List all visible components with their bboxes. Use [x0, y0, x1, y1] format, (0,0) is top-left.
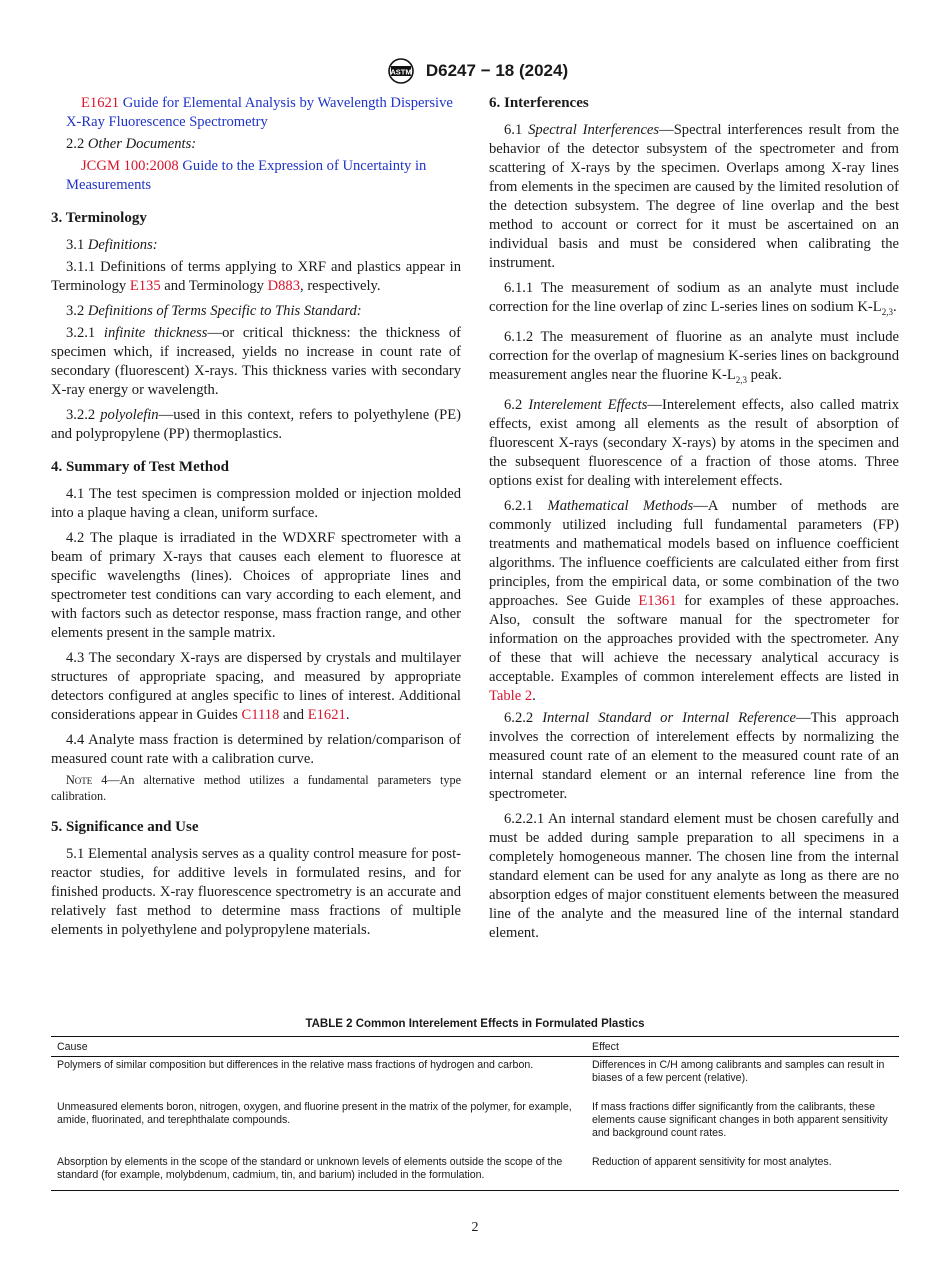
- para-6-2: 6.2 Interelement Effects—Interelement effects, also called matrix effects, exist among all elements as the result of absorption of fluorescent X-rays (secondary X-rays) by atoms in the specimen and the subsequent fluorescence of a fraction of those atoms. Three options exist for dealing with interelement effects.: [489, 396, 899, 489]
- para-3-2-2: 3.2.2 polyolefin—used in this context, refers to polyethylene (PE) and polypropylene (PP) thermoplastics.: [51, 407, 461, 442]
- right-column: [489, 94, 899, 946]
- section-3-heading: 3. Terminology: [51, 210, 147, 226]
- link-e1621-title[interactable]: Guide for Elemental Analysis by Wavelength Dispersive X-Ray Fluorescence Spectrometry: [66, 95, 453, 130]
- para-6-1-2: 6.1.2 The measurement of fluorine as an analyte must include correction for the overlap of magnesium K-series lines on background measurement angles near the fluorine $K-L_{2,3}$ peak.: [489, 328, 899, 385]
- left-column: [51, 94, 461, 943]
- link-jcgm-title[interactable]: Guide to the Expression of Uncertainty in Measurements: [66, 158, 427, 193]
- section-5-heading: 5. Significance and Use: [51, 819, 199, 835]
- note-4: Note 4—An alternative method utilizes a fundamental parameters type calibration.: [51, 773, 461, 803]
- page-number: 2: [471, 1220, 479, 1235]
- table-caption: TABLE 2 Common Interelement Effects in Formulated Plastics: [305, 1018, 645, 1030]
- reference-jcgm: [51, 157, 461, 195]
- table-2: [51, 1018, 899, 1191]
- header-effect: Effect: [586, 1037, 899, 1057]
- astm-logo-icon: [382, 57, 420, 85]
- interelement-effects-table: [51, 1036, 899, 1191]
- svg-text:ASTM: ASTM: [390, 67, 412, 77]
- table-row: [51, 1099, 899, 1154]
- para-6-1: 6.1 Spectral Interferences—Spectral interferences result from the behavior of the detector subsystem of the spectrometer and from scattering of X-rays by the specimen. Overlaps among X-ray lines from elements in the specimen are caused by the limited resolution of the detection subsystem. The degree of line overlap and the best method to account or correct for it must be ascertained on an individual basis and must be considered when calibrating the instrument.: [489, 122, 899, 271]
- table-header-row: [51, 1037, 899, 1057]
- cell-cause: Polymers of similar composition but differences in the relative mass fractions of hydrogen and carbon.: [57, 1059, 534, 1071]
- link-e1621[interactable]: E1621: [81, 95, 120, 111]
- cell-effect: Reduction of apparent sensitivity for most analytes.: [586, 1154, 899, 1191]
- para-6-2-2: 6.2.2 Internal Standard or Internal Reference—This approach involves the correction of interelement effects by normalizing the measured count rate of an element to the measured count rate of an internal standard element or an internal reference line from the spectrometer.: [489, 709, 899, 802]
- cell-effect: If mass fractions differ significantly from the calibrants, these elements cause significant changes in both apparent sensitivity and background count rates.: [592, 1101, 888, 1139]
- para-4-1: 4.1 The test specimen is compression molded or injection molded into a plaque having a clean, uniform surface.: [51, 486, 461, 521]
- section-4-heading: 4. Summary of Test Method: [51, 459, 229, 475]
- reference-e1621: [51, 94, 461, 132]
- link-e1621-inline[interactable]: E1621: [307, 707, 346, 723]
- para-6-2-2-1: 6.2.2.1 An internal standard element must be chosen carefully and must be added during sample preparation to all specimens in a completely homogeneous manner. The chosen line from the internal standard element can be used for any analyte as long as there are no absorption edges of major constituent elements between the measured line of the analyte and the measured line of the internal standard element.: [489, 810, 899, 941]
- para-3-1-1: 3.1.1 Definitions of terms applying to XRF and plastics appear in Terminology E135 and Terminology D883, respectively.: [51, 259, 461, 294]
- link-table-2[interactable]: Table 2: [489, 687, 533, 704]
- para-3-2-1: 3.2.1 infinite thickness—or critical thickness: the thickness of specimen which, if increased, yields no increase in count rate of secondary (fluorescent) X-rays. This thickness varies with secondary X-ray energy or wavelength.: [51, 325, 461, 398]
- cell-cause: Unmeasured elements boron, nitrogen, oxygen, and fluorine present in the matrix of the polymer, for example, amide, fluorinated, and terephthalate compounds.: [57, 1101, 572, 1126]
- para-3-2: 3.2 Definitions of Terms Specific to This Standard:: [66, 303, 362, 319]
- other-documents-heading: 2.2 Other Documents:: [66, 136, 197, 152]
- link-e135[interactable]: E135: [129, 278, 161, 294]
- header-cause: Cause: [51, 1037, 586, 1057]
- link-c1118[interactable]: C1118: [241, 707, 280, 723]
- para-5-1: 5.1 Elemental analysis serves as a quality control measure for post-reactor studies, for additive levels in formulated resins, and for finished products. X-ray fluorescence spectrometry is an accurate and relatively fast method to determine mass fractions of multiple elements in polyethylene and polypropylene materials.: [51, 846, 461, 938]
- cell-cause: Absorption by elements in the scope of the standard or unknown levels of elements outside the scope of the standard (for example, molybdenum, cadmium, tin, and barium) included in the formulation.: [51, 1154, 586, 1191]
- cell-effect: Differences in C/H among calibrants and samples can result in biases of a few percent (relative).: [592, 1059, 885, 1084]
- document-id: D6247 − 18 (2024): [425, 61, 569, 80]
- link-d883[interactable]: D883: [267, 278, 301, 294]
- para-3-1: 3.1 Definitions:: [66, 237, 158, 253]
- page-header: [0, 57, 950, 85]
- para-4-3: 4.3 The secondary X-rays are dispersed by crystals and multilayer structures of appropriate spacing, and measured by appropriate detectors configured at angles specific to lines of interest. Additional considerations appear in Guides C1118 and E1621.: [51, 650, 461, 723]
- para-6-2-1: 6.2.1 Mathematical Methods—A number of methods are commonly utilized including full fundamental parameters (FP) treatments and mathematical models based on influence coefficient algorithms. The influence coefficients are calculated either from first principles, from the empirical data, or some combination of the two approaches. See Guide E1361 for examples of these approaches. Also, consult the software manual for the spectrometer for information on the approaches provided with the spectrometer. Any of these that will achieve the necessary analytical accuracy is acceptable. Examples of common interelement effects are listed in Table 2.: [489, 497, 899, 704]
- section-6-heading: 6. Interferences: [489, 95, 589, 111]
- para-4-4: 4.4 Analyte mass fraction is determined by relation/comparison of measured count rate with a calibration curve.: [51, 732, 461, 767]
- link-e1361[interactable]: E1361: [638, 592, 677, 609]
- table-row: [51, 1057, 899, 1100]
- para-4-2: 4.2 The plaque is irradiated in the WDXRF spectrometer with a beam of primary X-rays that causes each element to fluoresce at specific wavelengths (lines). Choices of appropriate lines and spectrometer test conditions can vary according to each element, and with factors such as detector response, mass fraction range, and other elements present in the sample matrix.: [51, 530, 461, 641]
- link-jcgm[interactable]: JCGM 100:2008: [81, 158, 179, 174]
- para-6-1-1: 6.1.1 The measurement of sodium as an analyte must include correction for the line overlap of zinc L-series lines on sodium $K-L_{2,3}$.: [489, 280, 899, 317]
- table-row: [51, 1154, 899, 1191]
